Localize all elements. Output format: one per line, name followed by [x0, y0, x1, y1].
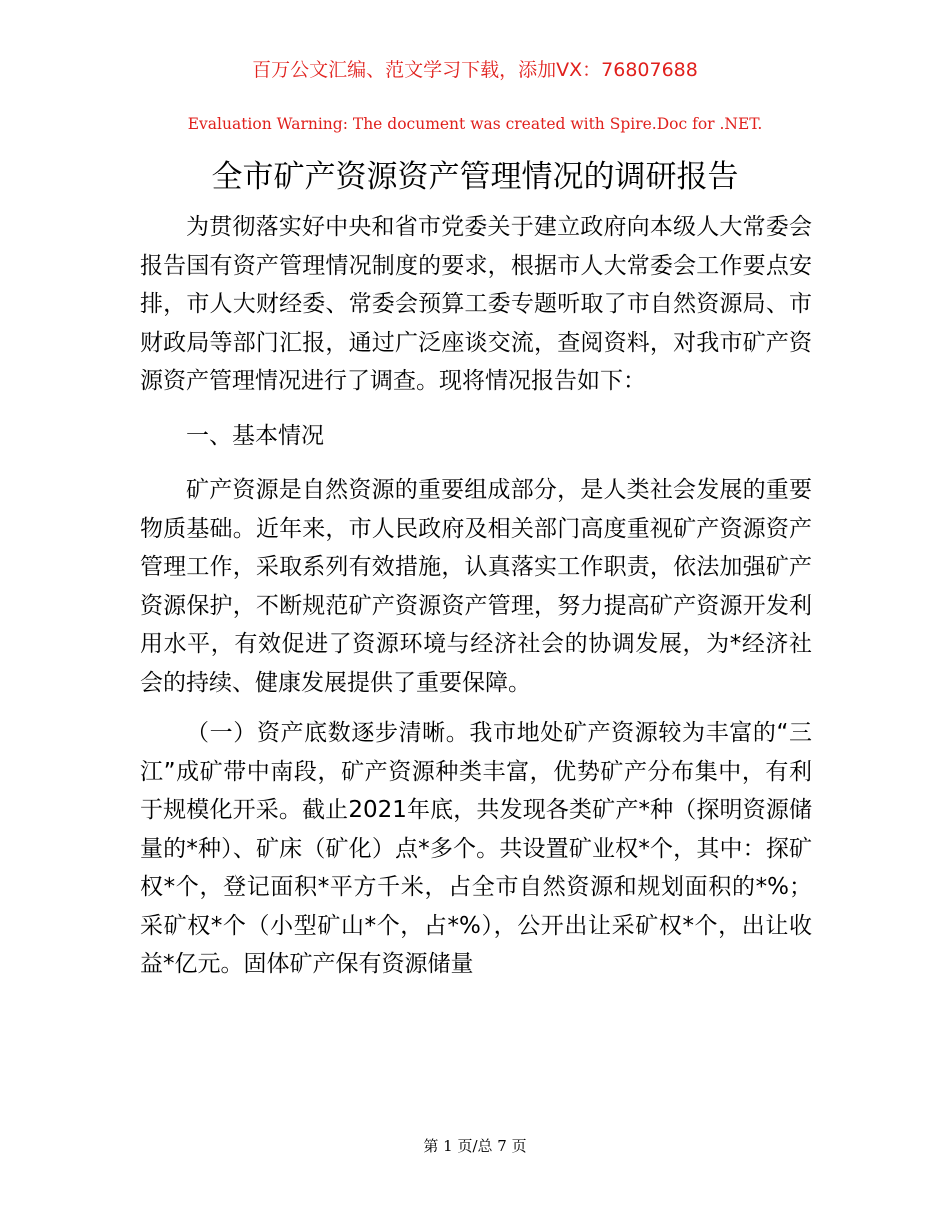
page-number: 第 1 页/总 7 页 [423, 1137, 527, 1155]
promo-banner: 百万公文汇编、范文学习下载，添加VX：76807688 [252, 59, 698, 81]
asset-base-paragraph: （一）资产底数逐步清晰。我市地处矿产资源较为丰富的“三江”成矿带中南段，矿产资源种类丰富，优势矿产分布集中，有利于规模化开采。截止2021年底，共发现各类矿产*种（探明资源储量的*种）、矿床（矿化）点*多个。共设置矿业权*个，其中：探矿权*个，登记面积*平方千米，占全市自然资源和规划面积的*%；采矿权*个（小型矿山*个，占*%），公开出让采矿权*个，出让收益*亿元。固体矿产保有资源储量 [140, 720, 812, 977]
section-heading: 一、基本情况 [186, 422, 324, 449]
document-body [140, 208, 812, 984]
evaluation-warning: Evaluation Warning: The document was created with Spire.Doc for .NET. [187, 115, 763, 133]
intro-paragraph: 为贯彻落实好中央和省市党委关于建立政府向本级人大常委会报告国有资产管理情况制度的要求，根据市人大常委会工作要点安排，市人大财经委、常委会预算工委专题听取了市自然资源局、市财政局等部门汇报，通过广泛座谈交流，查阅资料，对我市矿产资源资产管理情况进行了调查。现将情况报告如下： [140, 214, 812, 394]
basic-situation-paragraph: 矿产资源是自然资源的重要组成部分，是人类社会发展的重要物质基础。近年来，市人民政府及相关部门高度重视矿产资源资产管理工作，采取系列有效措施，认真落实工作职责，依法加强矿产资源保护，不断规范矿产资源资产管理，努力提高矿产资源开发利用水平，有效促进了资源环境与经济社会的协调发展，为*经济社会的持续、健康发展提供了重要保障。 [140, 477, 812, 696]
document-title: 全市矿产资源资产管理情况的调研报告 [211, 159, 739, 195]
